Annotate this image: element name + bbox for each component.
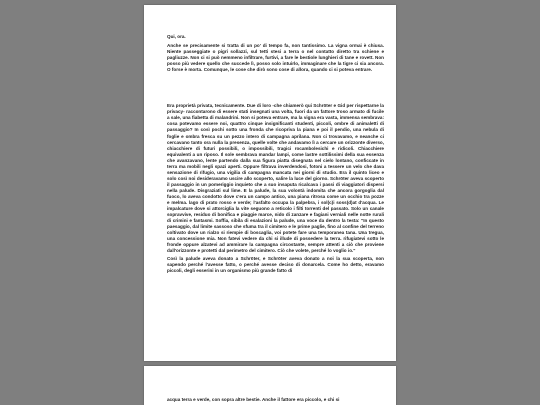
section-heading: Qui, ora.	[167, 34, 186, 39]
paragraph-spacer	[167, 73, 384, 103]
document-page	[144, 5, 396, 361]
paragraph: Era proprietà privata, tecnicamente. Due di loro -che chiamerò qui Schröter e Gid per rispettarne la privacy- raccontarono di essere stati insegnati una volta, fuori da un fattore troso armato di fucile a sale, una fiabetta di malandrini. Non si poteva entrare, ma la vigna era vasta, immensa sembrava: cosa potevamo essere noi, quattro cinque insignificanti studenti, piccoli, ombre di animaletti di passaggio? In così pochi sotto una fronda che ricopriva la piana e poi il pendio, una nebula di foglie e ombra fresca su un pezzo intero di campagna aprilana. Non ci trovavamo, e neanche ci cercavano tanto ora nulla la presenza, quelle volte che andavamo lì a cercare un orizzonte diverso, chiacchiere di futuri possibili, o impossibili, tragici rocambolesichi e ridicoli. Chiacchiere equivalenti a un riposo. Il sole sembrava mandar lampi, come lastre sottilissimi della sua essenza che avanzavano, lente partendo dalla sua figura piatta disegnata nel cielo lontano, conficcate in terra ma mobili negli spazi aperti. Oppure filtrava inverdendosi, fotoni a tessere un velo che dava sensazione di rifugio, una vigilia di campagna mancata nei giorni di studio. Era il quinto liceo e solo così noi desideravamo uscire allo scoperto, salire la luce del giorno. Schröter aveva scoperto il passaggio in un pomeriggio inquieto che a suo insaputa ricalcava i passi di viaggiatori dispersi nella palude. Disgraziati sul lime. E la palude, la sua volontà indomita che ancora gorgoglia dal fuoco, lo aveva condotto dove c'era un campo antico, una piana ritrosa come un occhio tra pozze e melma. lago di prato rosso e verde; l'asfalto occupa la palpebra, i sol(c)i soss(d)at d'acqua. Le impalcature dove si attorciglia la vite seguono a reticolo i filti torrenti del passato. Solo un canale sopravvive, residuo di bonifica e piaggie marce, nido di zanzare e fagiani verniali nelle notte rurali di crimini e fantasmi. Soffia, sibila di esalazioni la palude, una voce da dentro la testa: "In questo paesaggio, dal limite sassoso che sfuma tra il cimitero e le prime paglie, fino al confine del terreno coltivato dove un rialzo si riempie di boscaglia, voi potete fare una temporanea tana. Una tregua, una concessione mia. Non fatevi vedere da chi si illude di possedere la terra. rifugiatevi sotto le fronde oppure alzatevi ad ammirare la campagna circostante, sempre attenti a ciò che proviene dall'orizzonte e protetti dal perimetro del cimitero. Ciò che volete, perché lo voglio io."	[167, 103, 384, 254]
paragraph: Anche se precisamente si tratta di un po' di tempo fa, non tantissimo. La vigna ormai è chiusa. Niente passeggiate o pigri sollazzi, sul tetti stesi a terra o nel contatto diretto tra schiene e pagliuzze. Non ci si può nemmeno infiltrare, furtivi, a fare le bestiole lunghieri di tane e rovett. Non posso più vedere quello che succede lì, posso solo intuirlo, immaginare che la tigre ci sia ancora. O forse è morta. Comunque, le cose che dirò sono cose di allora, quando ci si poteva entrare.	[167, 43, 384, 73]
paragraph: acqua terra e verde, con sopra altre bestie. Anche il fattore era piccolo, e chi si	[167, 397, 340, 402]
paragraph: Così la palude aveva donato a Schröter, e Schröter aveva donato a noi la sua scoperta, non sapendo perché l'avesse fatto, o perché avesse deciso di donarcela. Come ho detto, eravamo piccoli, degli esserini in un organismo più grande fatto di	[167, 255, 384, 274]
document-page	[144, 366, 396, 405]
